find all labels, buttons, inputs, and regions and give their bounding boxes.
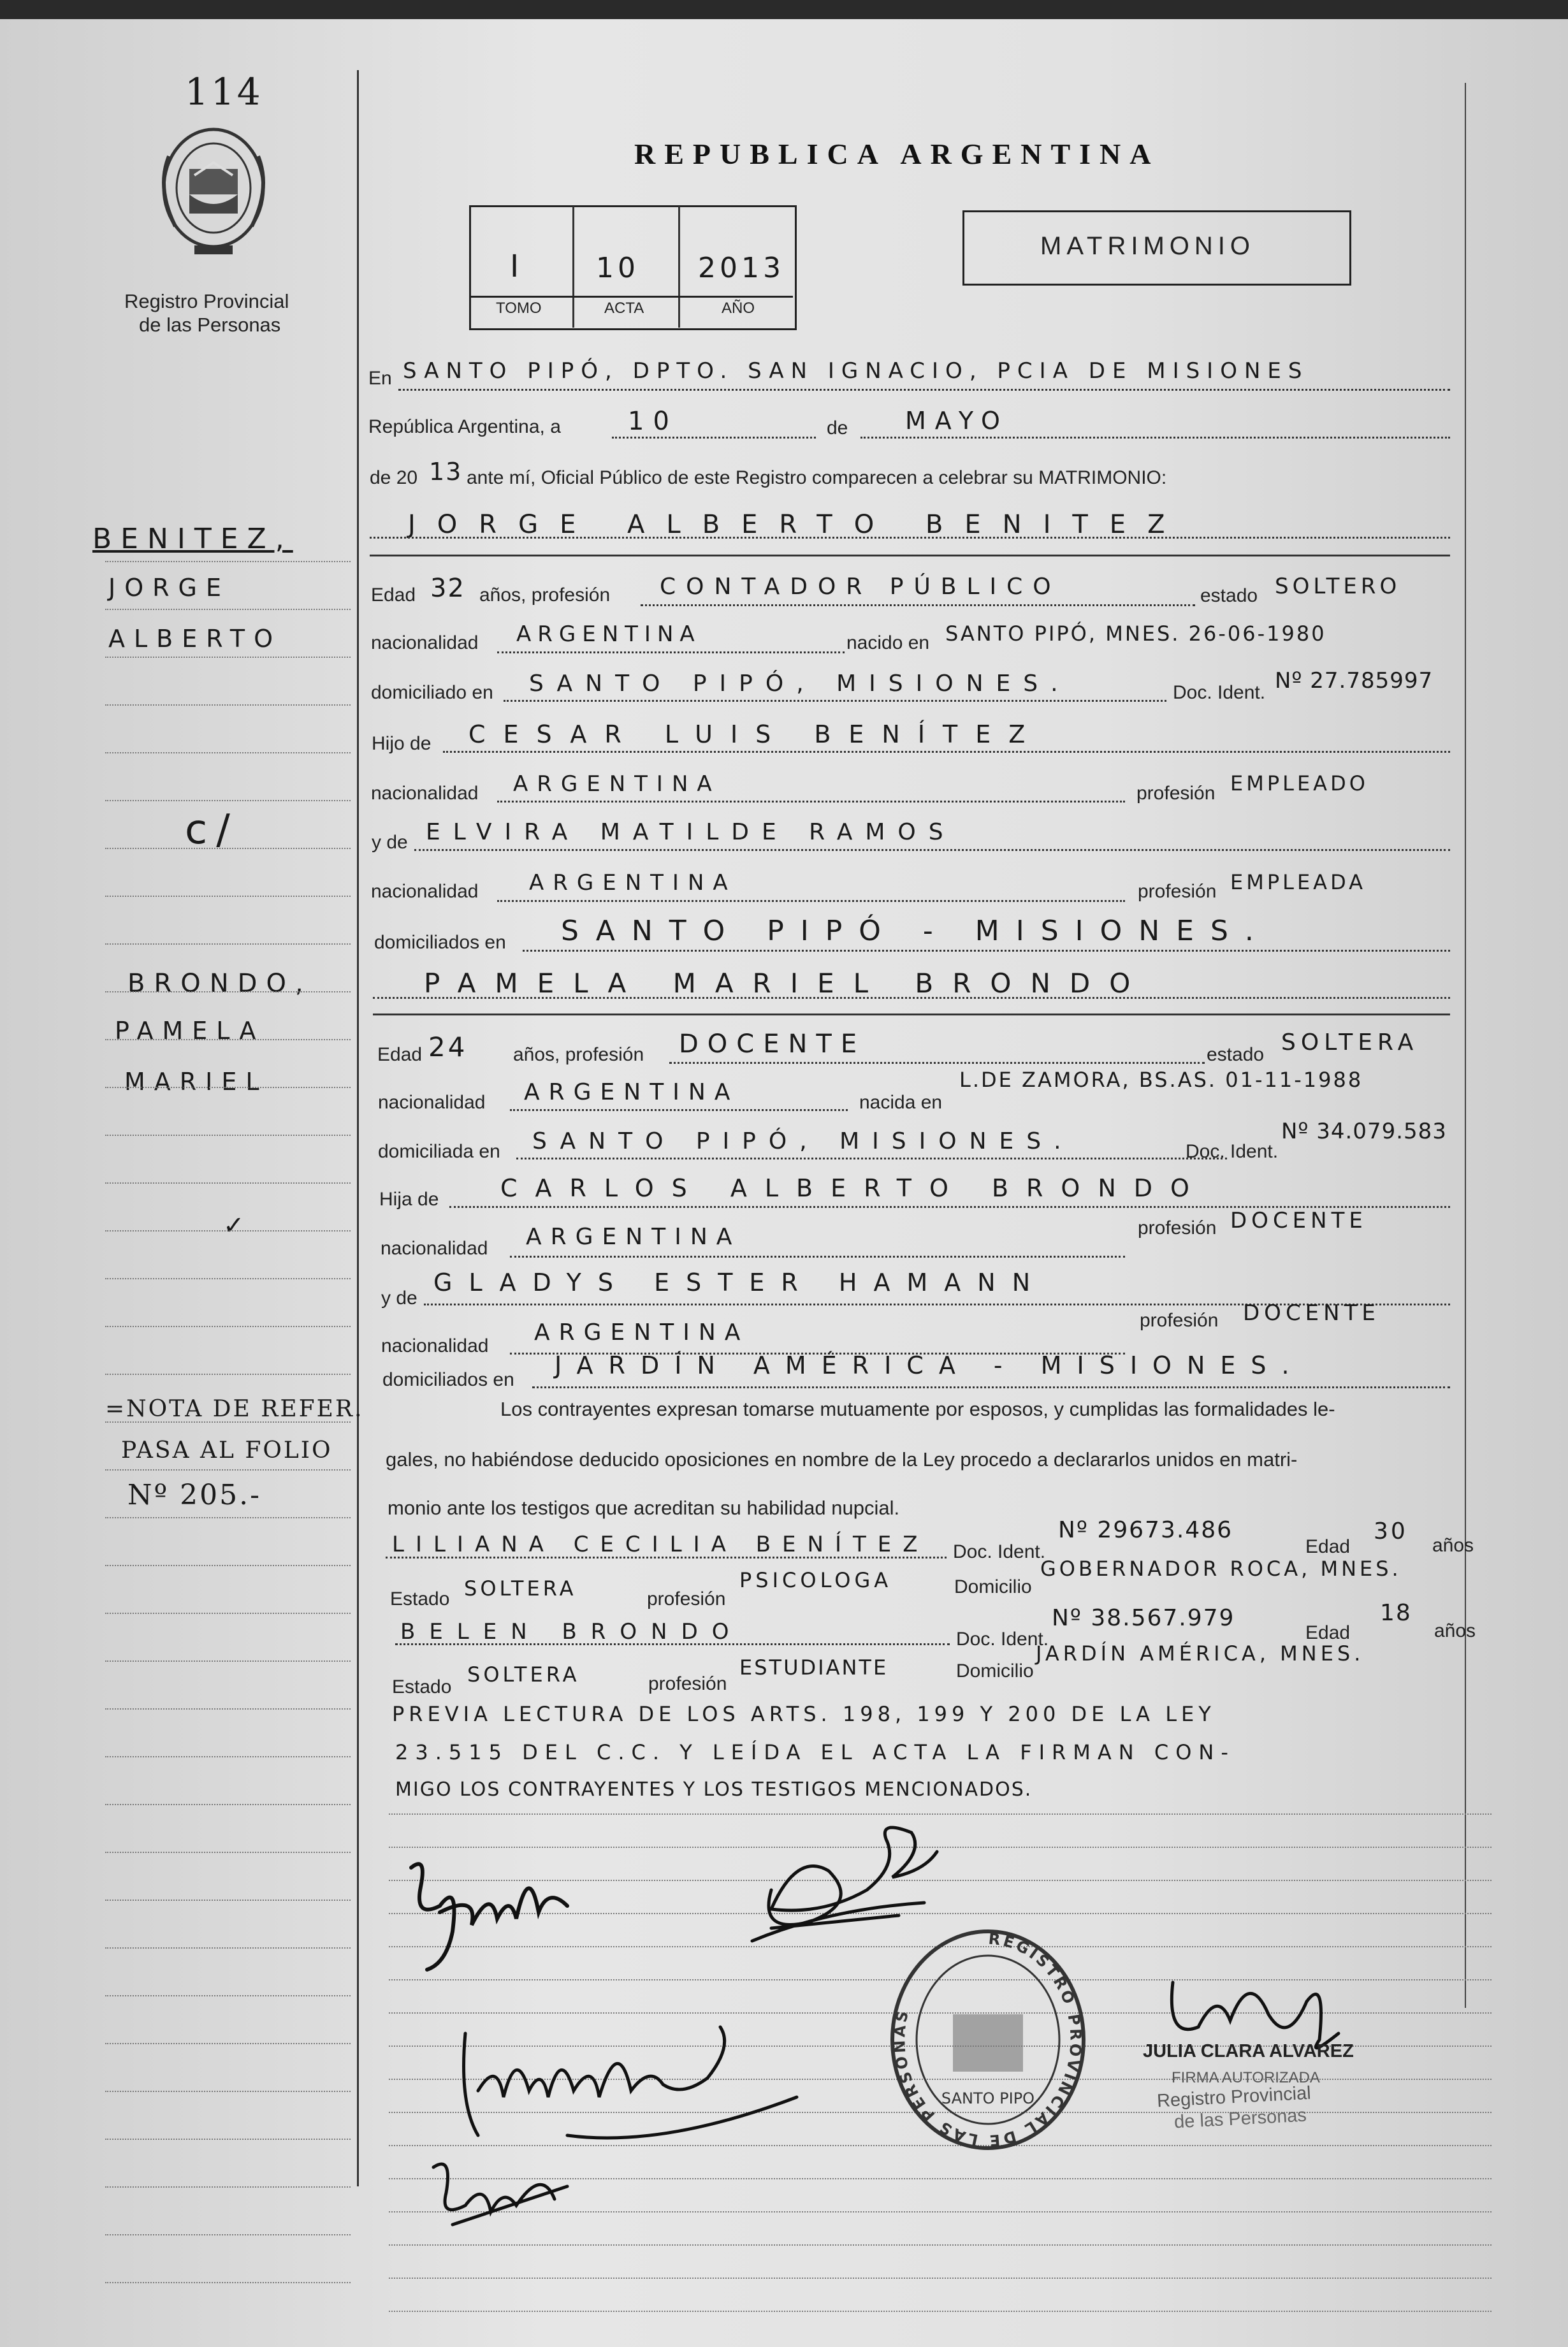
margin-rule xyxy=(105,991,351,992)
label-estado-w: estado xyxy=(1207,1044,1265,1065)
margin-rule xyxy=(105,1087,351,1088)
dots-place xyxy=(398,389,1450,391)
husband-document: Nº 27.785997 xyxy=(1275,668,1434,694)
wife-age: 24 xyxy=(428,1031,468,1063)
wife-father: CARLOS ALBERTO BRONDO xyxy=(500,1174,1207,1202)
label-dom-w: domiciliada en xyxy=(378,1141,500,1162)
wife-father-profession: DOCENTE xyxy=(1230,1208,1367,1233)
margin-rule xyxy=(105,752,351,753)
label-prof-wit1: profesión xyxy=(647,1588,726,1609)
label-doc-wit2: Doc. Ident. xyxy=(956,1629,1049,1650)
margin-rule xyxy=(105,1326,351,1327)
dots-day xyxy=(612,437,816,439)
stamp-place: SANTO PIPO xyxy=(941,2089,1035,2107)
husband-father-nationality: ARGENTINA xyxy=(513,771,721,797)
label-dom-wit1: Domicilio xyxy=(954,1576,1032,1597)
margin-rule xyxy=(105,1756,351,1757)
label-prof-wm: profesión xyxy=(1140,1310,1219,1331)
margin-rule xyxy=(105,1469,351,1471)
ref-divider-1 xyxy=(572,207,574,328)
label-dom-h: domiciliado en xyxy=(371,682,493,703)
witness1-status: SOLTERA xyxy=(464,1576,577,1601)
husband-mother-nationality: ARGENTINA xyxy=(529,870,737,896)
margin-rule xyxy=(105,1182,351,1184)
margin-rule xyxy=(105,848,351,849)
label-prof-wit2: profesión xyxy=(648,1673,727,1694)
witness2-status: SOLTERA xyxy=(467,1662,580,1687)
margin-wife-name2: MARIEL xyxy=(124,1068,268,1096)
label-doms-w: domiciliados en xyxy=(382,1369,514,1390)
witness2-profession: ESTUDIANTE xyxy=(739,1655,889,1680)
observation-line2: 23.515 DEL C.C. Y LEÍDA EL ACTA LA FIRMAN CON- xyxy=(395,1740,1235,1764)
husband-mother-profession: EMPLEADA xyxy=(1230,870,1367,894)
observation-line3: MIGO LOS CONTRAYENTES Y LOS TESTIGOS MENCIONADOS. xyxy=(395,1778,1033,1801)
signature-area-rule xyxy=(389,2311,1492,2312)
witness1-domicile: GOBERNADOR ROCA, MNES. xyxy=(1040,1557,1402,1581)
husband-parents-domicile: SANTO PIPÓ - MISIONES. xyxy=(561,915,1270,947)
dots-h-dom xyxy=(504,700,1166,702)
dots-month xyxy=(860,437,1450,439)
margin-rule xyxy=(105,1039,351,1040)
dots-h-parents xyxy=(523,950,1450,952)
witness2-signature xyxy=(414,2142,606,2237)
margin-husband-surname: BENITEZ, xyxy=(92,523,293,555)
margin-connector: c/ xyxy=(185,806,239,854)
dots-h-mother xyxy=(414,849,1450,851)
margin-rule xyxy=(105,1613,351,1614)
wife-birthplace: L.DE ZAMORA, BS.AS. 01-11-1988 xyxy=(959,1068,1363,1092)
label-y-de-w: y de xyxy=(381,1288,417,1309)
margin-wife-name1: PAMELA xyxy=(115,1017,265,1045)
wife-father-nationality: ARGENTINA xyxy=(526,1224,741,1250)
margin-rule xyxy=(105,609,351,610)
margin-rule xyxy=(105,2139,351,2140)
margin-husband-name1: JORGE xyxy=(108,574,230,602)
doc-type-label: MATRIMONIO xyxy=(1040,232,1256,260)
wife-profession: DOCENTE xyxy=(679,1029,866,1059)
wife-section-rule xyxy=(373,1014,1450,1015)
stamp-ring-textpath: REGISTRO PROVINCIAL DE LAS PERSONAS xyxy=(890,1929,1085,2150)
label-estado-h: estado xyxy=(1200,585,1258,606)
label-de: de xyxy=(827,418,848,439)
margin-rule xyxy=(105,2282,351,2283)
margin-rule xyxy=(105,2043,351,2044)
ref-divider-2 xyxy=(678,207,680,328)
margin-rule xyxy=(105,2234,351,2235)
official-org-line1: Registro Provincial xyxy=(1156,2082,1312,2112)
husband-signature xyxy=(402,1842,593,1989)
margin-rule xyxy=(105,561,351,562)
label-nac-wm: nacionalidad xyxy=(381,1335,489,1356)
witness1-name: LILIANA CECILIA BENÍTEZ xyxy=(392,1532,929,1557)
margin-rule xyxy=(105,704,351,706)
margin-rule xyxy=(105,2091,351,2092)
label-estado-wit2: Estado xyxy=(392,1676,452,1697)
dots-wit2 xyxy=(395,1643,950,1645)
label-dom-wit2: Domicilio xyxy=(956,1660,1034,1682)
margin-rule xyxy=(105,896,351,897)
witness2-document: Nº 38.567.979 xyxy=(1052,1605,1235,1631)
body-paragraph-3: monio ante los testigos que acreditan su habilidad nupcial. xyxy=(388,1497,900,1519)
country-title: REPUBLICA ARGENTINA xyxy=(634,138,1160,170)
coat-of-arms-icon xyxy=(150,118,277,265)
dots-wife-name xyxy=(373,997,1450,999)
margin-rule xyxy=(105,1900,351,1901)
label-hija-de: Hija de xyxy=(379,1189,439,1210)
official-org-line2: de las Personas xyxy=(1173,2105,1307,2133)
wife-mother: GLADYS ESTER HAMANN xyxy=(433,1268,1047,1297)
dots-w-nac xyxy=(510,1109,848,1111)
signature-area-rule xyxy=(389,2278,1492,2279)
margin-rule xyxy=(105,1804,351,1805)
margin-note-line1: =NOTA DE REFER. xyxy=(105,1396,364,1422)
husband-status: SOLTERO xyxy=(1275,574,1401,599)
margin-wife-surname: BRONDO, xyxy=(127,969,312,998)
ref-anio: 2013 xyxy=(698,252,785,284)
margin-rule xyxy=(105,1708,351,1710)
label-prof-w: años, profesión xyxy=(513,1044,644,1065)
body-paragraph-2: gales, no habiéndose deducido oposiciones en nombre de la Ley procedo a declararlos unidos en matri- xyxy=(386,1448,1298,1471)
witness1-document: Nº 29673.486 xyxy=(1058,1517,1233,1543)
dots-w-prof xyxy=(669,1062,1205,1064)
ref-anio-label: AÑO xyxy=(722,300,755,317)
witness1-age: 30 xyxy=(1374,1518,1408,1544)
husband-nationality: ARGENTINA xyxy=(516,621,701,647)
dots-wf-nac xyxy=(510,1256,1125,1258)
label-nacida-w: nacida en xyxy=(859,1092,943,1113)
margin-rule xyxy=(105,1947,351,1949)
label-edad-wit1: Edad xyxy=(1305,1536,1351,1557)
margin-rule xyxy=(105,1565,351,1566)
margin-rule xyxy=(105,1660,351,1662)
label-anos-wit1: años xyxy=(1432,1535,1474,1556)
ref-acta: 10 xyxy=(596,252,639,284)
label-nac-w: nacionalidad xyxy=(378,1092,486,1113)
margin-rule xyxy=(105,800,351,801)
dots-husband-name xyxy=(370,537,1450,539)
dots-wit1 xyxy=(386,1557,947,1559)
dots-h-nac xyxy=(497,651,845,653)
margin-rule xyxy=(105,1278,351,1279)
registry-name-line2: de las Personas xyxy=(139,314,281,336)
margin-husband-name2: ALBERTO xyxy=(108,625,282,653)
margin-rule xyxy=(105,1374,351,1375)
dots-w-parents xyxy=(532,1386,1450,1388)
dots-w-dom xyxy=(516,1158,1227,1159)
wife-domicile: SANTO PIPÓ, MISIONES. xyxy=(532,1128,1074,1154)
husband-full-name: JORGE ALBERTO BENITEZ xyxy=(408,510,1187,539)
label-de20: de 20 xyxy=(370,467,418,488)
body-paragraph-1: Los contrayentes expresan tomarse mutuamente por esposos, y cumplidas las formalidades le- xyxy=(500,1398,1335,1420)
registry-name-line1: Registro Provincial xyxy=(124,290,289,312)
dots-h-prof xyxy=(641,604,1195,606)
label-prof-hm: profesión xyxy=(1138,881,1217,902)
label-doc-wit1: Doc. Ident. xyxy=(953,1541,1046,1562)
witness2-domicile: JARDÍN AMÉRICA, MNES. xyxy=(1036,1641,1365,1666)
act-day: 10 xyxy=(628,407,678,436)
column-divider xyxy=(357,70,359,2186)
official-name: JULIA CLARA ALVAREZ xyxy=(1143,2041,1354,2061)
observation-line1: PREVIA LECTURA DE LOS ARTS. 198, 199 Y 200 DE LA LEY xyxy=(392,1702,1216,1726)
margin-rule xyxy=(105,657,351,658)
husband-domicile: SANTO PIPÓ, MISIONES. xyxy=(529,671,1071,697)
label-ante-mi: ante mí, Oficial Público de este Registro comparecen a celebrar su MATRIMONIO: xyxy=(467,467,1167,488)
label-nacido-h: nacido en xyxy=(846,632,930,653)
signature-area-rule xyxy=(389,2244,1492,2246)
margin-rule xyxy=(105,1517,351,1518)
witness2-age: 18 xyxy=(1380,1600,1412,1626)
ref-label-rule xyxy=(470,296,793,298)
margin-rule xyxy=(105,943,351,945)
label-estado-wit1: Estado xyxy=(390,1588,450,1609)
margin-rule xyxy=(105,1421,351,1423)
label-nac-hm: nacionalidad xyxy=(371,881,479,902)
margin-note-line2: PASA AL FOLIO xyxy=(121,1437,333,1464)
label-prof-wf: profesión xyxy=(1138,1217,1217,1239)
husband-father-profession: EMPLEADO xyxy=(1230,771,1368,796)
ref-tomo: I xyxy=(510,249,528,284)
husband-mother: ELVIRA MATILDE RAMOS xyxy=(426,819,956,845)
folio-number: 114 xyxy=(185,70,263,113)
wife-full-name: PAMELA MARIEL BRONDO xyxy=(424,968,1150,999)
wife-document: Nº 34.079.583 xyxy=(1281,1119,1447,1144)
act-month: MAYO xyxy=(905,407,1009,435)
wife-nationality: ARGENTINA xyxy=(524,1079,739,1105)
margin-note-line3: Nº 205.- xyxy=(127,1479,262,1511)
margin-rule xyxy=(105,1230,351,1232)
official-role: FIRMA AUTORIZADA xyxy=(1172,2069,1320,2086)
wife-parents-domicile: JARDÍN AMÉRICA - MISIONES. xyxy=(555,1351,1305,1379)
label-hijo-de: Hijo de xyxy=(372,733,432,754)
husband-profession: CONTADOR PÚBLICO xyxy=(660,574,1061,600)
marriage-certificate-page xyxy=(0,19,1568,2347)
wife-mother-profession: DOCENTE xyxy=(1243,1300,1380,1326)
label-doc-h: Doc. Ident. xyxy=(1173,682,1266,703)
dots-h-father xyxy=(443,751,1450,753)
label-prof-h: años, profesión xyxy=(479,585,611,606)
label-edad-h: Edad xyxy=(371,585,416,606)
label-en: En xyxy=(368,368,392,389)
label-prof-hf: profesión xyxy=(1136,783,1216,804)
husband-section-rule xyxy=(370,555,1450,556)
label-nac-h: nacionalidad xyxy=(371,632,479,653)
right-border xyxy=(1465,83,1466,2008)
dots-hf-nac xyxy=(497,801,1125,803)
husband-father: CESAR LUIS BENÍTEZ xyxy=(468,720,1043,748)
label-edad-w: Edad xyxy=(377,1044,423,1065)
wife-mother-nationality: ARGENTINA xyxy=(534,1319,750,1346)
margin-rule xyxy=(105,2186,351,2188)
act-place: SANTO PIPÓ, DPTO. SAN IGNACIO, PCIA DE MISIONES xyxy=(403,358,1309,384)
margin-rule xyxy=(105,1135,351,1136)
margin-rule xyxy=(105,1995,351,1996)
label-edad-wit2: Edad xyxy=(1305,1622,1351,1643)
witness1-profession: PSICOLOGA xyxy=(739,1568,892,1592)
margin-tick-mark: ✓ xyxy=(223,1211,254,1240)
ref-tomo-label: TOMO xyxy=(496,300,542,317)
label-anos-wit2: años xyxy=(1434,1620,1476,1641)
act-year: 13 xyxy=(429,458,463,486)
wife-status: SOLTERA xyxy=(1281,1029,1419,1056)
margin-rule xyxy=(105,1852,351,1853)
label-doms-h: domiciliados en xyxy=(374,932,506,953)
official-stamp xyxy=(880,1919,1096,2161)
husband-age: 32 xyxy=(430,574,465,603)
dots-hm-nac xyxy=(497,900,1125,902)
label-y-de-h: y de xyxy=(372,832,408,853)
husband-birthplace: SANTO PIPÓ, MNES. 26-06-1980 xyxy=(945,621,1326,646)
witness2-name: BELEN BRONDO xyxy=(400,1619,743,1645)
label-republica: República Argentina, a xyxy=(368,416,561,437)
label-nac-hf: nacionalidad xyxy=(371,783,479,804)
label-nac-wf: nacionalidad xyxy=(381,1238,488,1259)
label-doc-w: Doc. Ident. xyxy=(1186,1141,1279,1162)
ref-acta-label: ACTA xyxy=(604,300,644,317)
